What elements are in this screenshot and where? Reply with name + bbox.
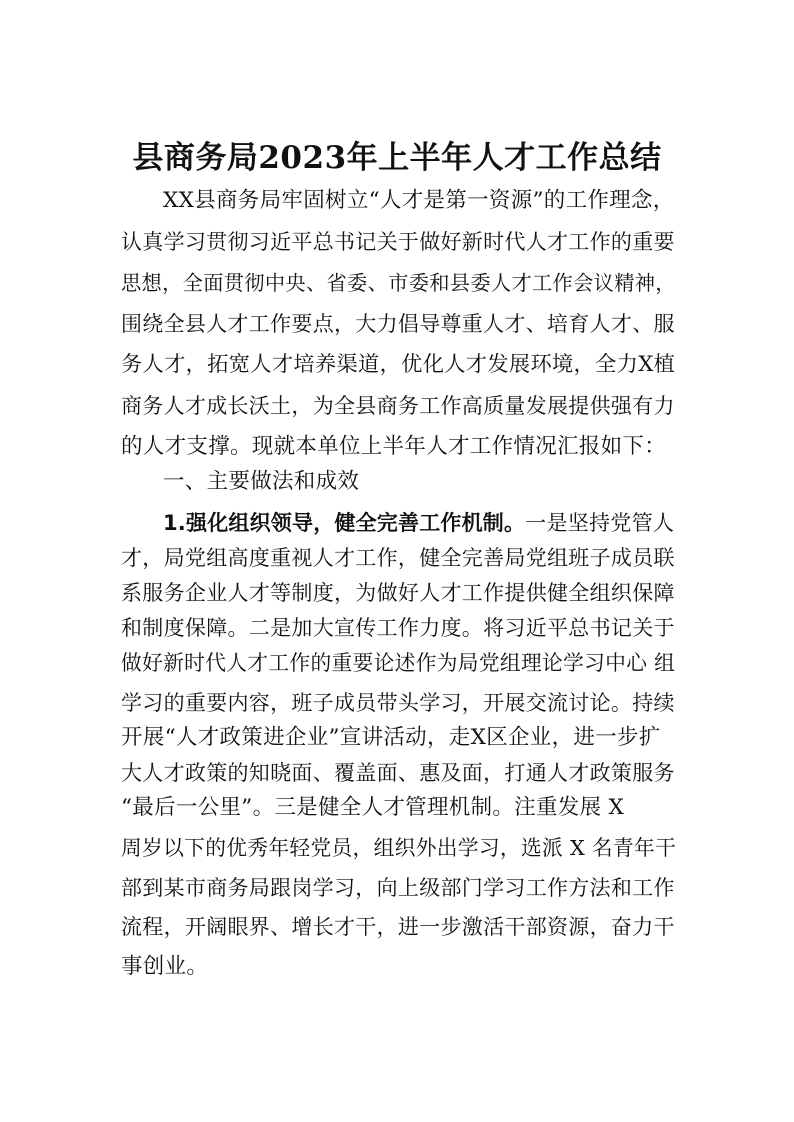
body-line: 流程，开阔眼界、增长才干，进一步激活干部资源，奋力干 (121, 915, 675, 939)
intro-line: 商务人才成长沃土，为全县商务工作高质量发展提供强有力 (121, 394, 675, 418)
intro-line: 围绕全县人才工作要点，大力倡导尊重人才、培育人才、服 (121, 312, 675, 336)
section-heading: 一、主要做法和成效 (163, 469, 360, 494)
body-line: 大人才政策的知晓面、覆盖面、惠及面，打通人才政策服务 (121, 761, 675, 785)
body-line: 做好新时代人才工作的重要论述作为局党组理论学习中心 组 (121, 651, 676, 675)
body-line: 和制度保障。二是加大宣传工作力度。将习近平总书记关于 (121, 616, 675, 640)
body-line: 系服务企业人才等制度，为做好人才工作提供健全组织保障 (121, 581, 675, 605)
subsection-heading: 1.强化组织领导，健全完善工作机制。 (163, 511, 526, 535)
intro-line: XX县商务局牢固树立“人才是第一资源”的工作理念， (163, 188, 675, 213)
document-title: 县商务局2023年上半年人才工作总结 (132, 140, 662, 176)
body-line: “最后一公里”。三是健全人才管理机制。注重发展 X (121, 795, 625, 820)
body-line: 才，局党组高度重视人才工作，健全完善局党组班子成员联 (121, 546, 675, 570)
subsection-text: 一是坚持党管人 (525, 511, 675, 535)
intro-line: 务人才，拓宽人才培养渠道，优化人才发展环境，全力X植 (121, 352, 676, 377)
intro-line: 思想，全面贯彻中央、省委、市委和县委人才工作会议精神， (121, 271, 676, 295)
body-line: 学习的重要内容，班子成员带头学习，开展交流讨论。持续 (121, 691, 675, 715)
body-line: 开展“人才政策进企业”宣讲活动，走X区企业，进一步扩 (121, 725, 661, 750)
body-line: 事创业。 (121, 954, 209, 979)
body-line: 部到某市商务局跟岗学习，向上级部门学习工作方法和工作 (121, 876, 675, 900)
body-line: 周岁以下的优秀年轻党员，组织外出学习，选派 X 名青年干 (121, 836, 677, 860)
intro-line: 认真学习贯彻习近平总书记关于做好新时代人才工作的重要 (121, 230, 675, 254)
intro-line: 的人才支撑。现就本单位上半年人才工作情况汇报如下： (121, 434, 667, 459)
subsection-first-line (163, 508, 674, 538)
